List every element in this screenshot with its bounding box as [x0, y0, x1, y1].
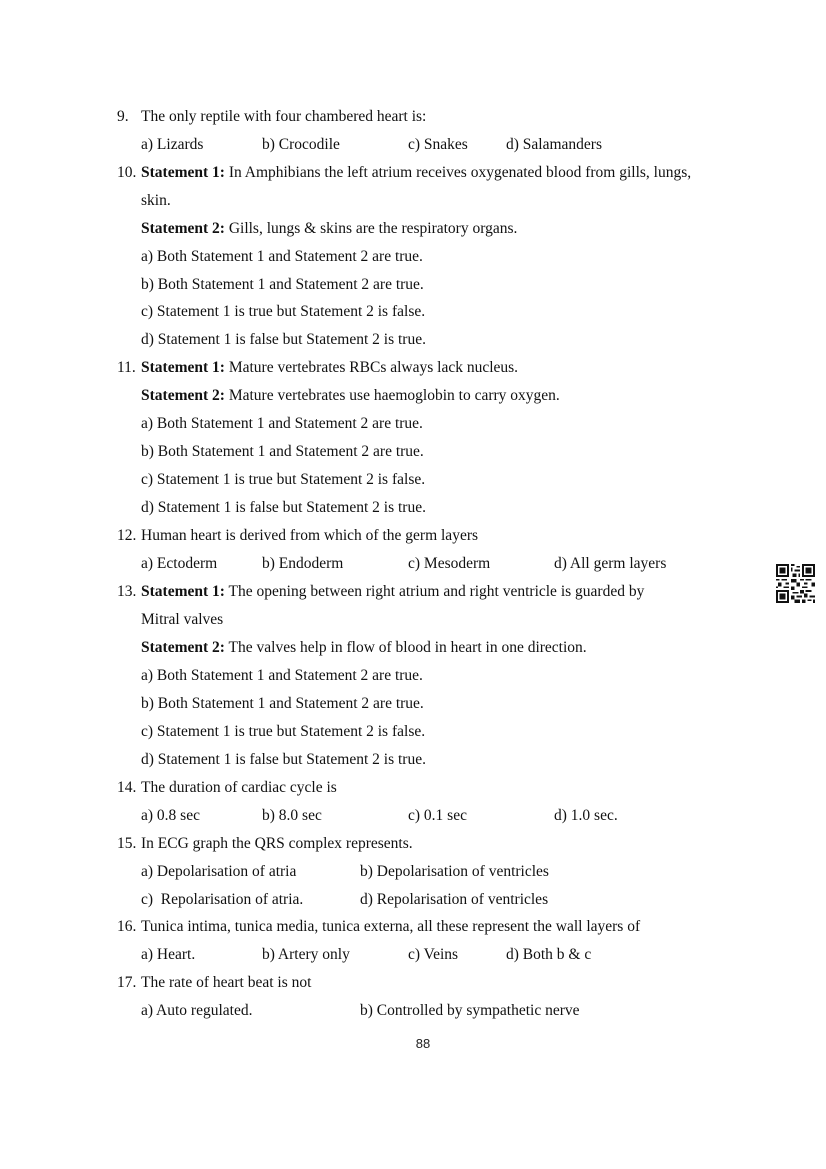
question-text: Human heart is derived from which of the germ layers — [141, 527, 479, 544]
option-d: d) Both b & c — [506, 946, 592, 963]
question-number: 11. — [117, 359, 136, 376]
statement-label: Statement 2: — [141, 387, 225, 404]
statement-2 — [141, 219, 517, 239]
statement-1 — [141, 163, 691, 183]
option-c: c) Snakes — [408, 136, 468, 153]
statement-label: Statement 1: — [141, 359, 225, 376]
option-d: d) Salamanders — [506, 136, 602, 153]
option-text: a) Both Statement 1 and Statement 2 are true. — [141, 248, 423, 265]
statement-label: Statement 1: — [141, 164, 225, 181]
question-text: Tunica intima, tunica media, tunica externa, all these represent the wall layers of — [141, 918, 641, 935]
option-text: d) Statement 1 is false but Statement 2 is true. — [141, 499, 426, 516]
option-text: a) Both Statement 1 and Statement 2 are true. — [141, 667, 423, 684]
option-d: d) All germ layers — [554, 555, 667, 572]
option-c: c) 0.1 sec — [408, 807, 467, 824]
question-text: The duration of cardiac cycle is — [141, 779, 337, 796]
statement-continuation: skin. — [141, 192, 171, 209]
statement-1 — [141, 582, 644, 602]
statement-2 — [141, 386, 560, 406]
statement-text: Mature vertebrates RBCs always lack nucleus. — [224, 359, 519, 376]
statement-text: The valves help in flow of blood in heart in one direction. — [224, 639, 587, 656]
statement-text: Mature vertebrates use haemoglobin to carry oxygen. — [224, 387, 560, 404]
option-text: a) Both Statement 1 and Statement 2 are true. — [141, 415, 423, 432]
question-number: 10. — [117, 164, 137, 181]
option-a: a) Depolarisation of atria — [141, 863, 297, 880]
option-text: b) Both Statement 1 and Statement 2 are true. — [141, 695, 424, 712]
qr-code-icon[interactable] — [776, 564, 815, 603]
option-b: b) 8.0 sec — [262, 807, 322, 824]
option-text: b) Both Statement 1 and Statement 2 are true. — [141, 276, 424, 293]
question-number: 16. — [117, 918, 137, 935]
question-number: 9. — [117, 108, 129, 125]
question-number: 12. — [117, 527, 137, 544]
option-text: d) Statement 1 is false but Statement 2 is true. — [141, 751, 426, 768]
option-a: a) Heart. — [141, 946, 196, 963]
statement-continuation: Mitral valves — [141, 611, 224, 628]
statement-label: Statement 1: — [141, 583, 225, 600]
question-number: 13. — [117, 583, 137, 600]
option-a: a) 0.8 sec — [141, 807, 200, 824]
option-c: c) Mesoderm — [408, 555, 491, 572]
page-number: 88 — [415, 1036, 431, 1051]
option-c: c) Veins — [408, 946, 459, 963]
question-number: 15. — [117, 835, 137, 852]
statement-text: In Amphibians the left atrium receives oxygenated blood from gills, lungs, — [224, 164, 692, 181]
question-text: The only reptile with four chambered heart is: — [141, 108, 427, 125]
option-a: a) Ectoderm — [141, 555, 218, 572]
statement-label: Statement 2: — [141, 220, 225, 237]
statement-label: Statement 2: — [141, 639, 225, 656]
question-number: 17. — [117, 974, 137, 991]
option-d: d) 1.0 sec. — [554, 807, 618, 824]
option-c: c) Repolarisation of atria. — [141, 891, 304, 908]
option-b: b) Endoderm — [262, 555, 344, 572]
option-text: c) Statement 1 is true but Statement 2 is false. — [141, 303, 426, 320]
statement-text: Gills, lungs & skins are the respiratory organs. — [224, 220, 518, 237]
option-b: b) Crocodile — [262, 136, 340, 153]
statement-2 — [141, 638, 587, 658]
statement-text: The opening between right atrium and right ventricle is guarded by — [224, 583, 645, 600]
option-text: c) Statement 1 is true but Statement 2 is false. — [141, 723, 426, 740]
option-a: a) Auto regulated. — [141, 1002, 253, 1019]
question-text: In ECG graph the QRS complex represents. — [141, 835, 413, 852]
question-number: 14. — [117, 779, 137, 796]
statement-1 — [141, 358, 518, 378]
option-text: d) Statement 1 is false but Statement 2 is true. — [141, 331, 426, 348]
question-text: The rate of heart beat is not — [141, 974, 312, 991]
option-b: b) Artery only — [262, 946, 350, 963]
option-b: b) Controlled by sympathetic nerve — [360, 1002, 580, 1019]
option-b: b) Depolarisation of ventricles — [360, 863, 549, 880]
option-d: d) Repolarisation of ventricles — [360, 891, 549, 908]
option-text: b) Both Statement 1 and Statement 2 are true. — [141, 443, 424, 460]
option-a: a) Lizards — [141, 136, 204, 153]
option-text: c) Statement 1 is true but Statement 2 is false. — [141, 471, 426, 488]
